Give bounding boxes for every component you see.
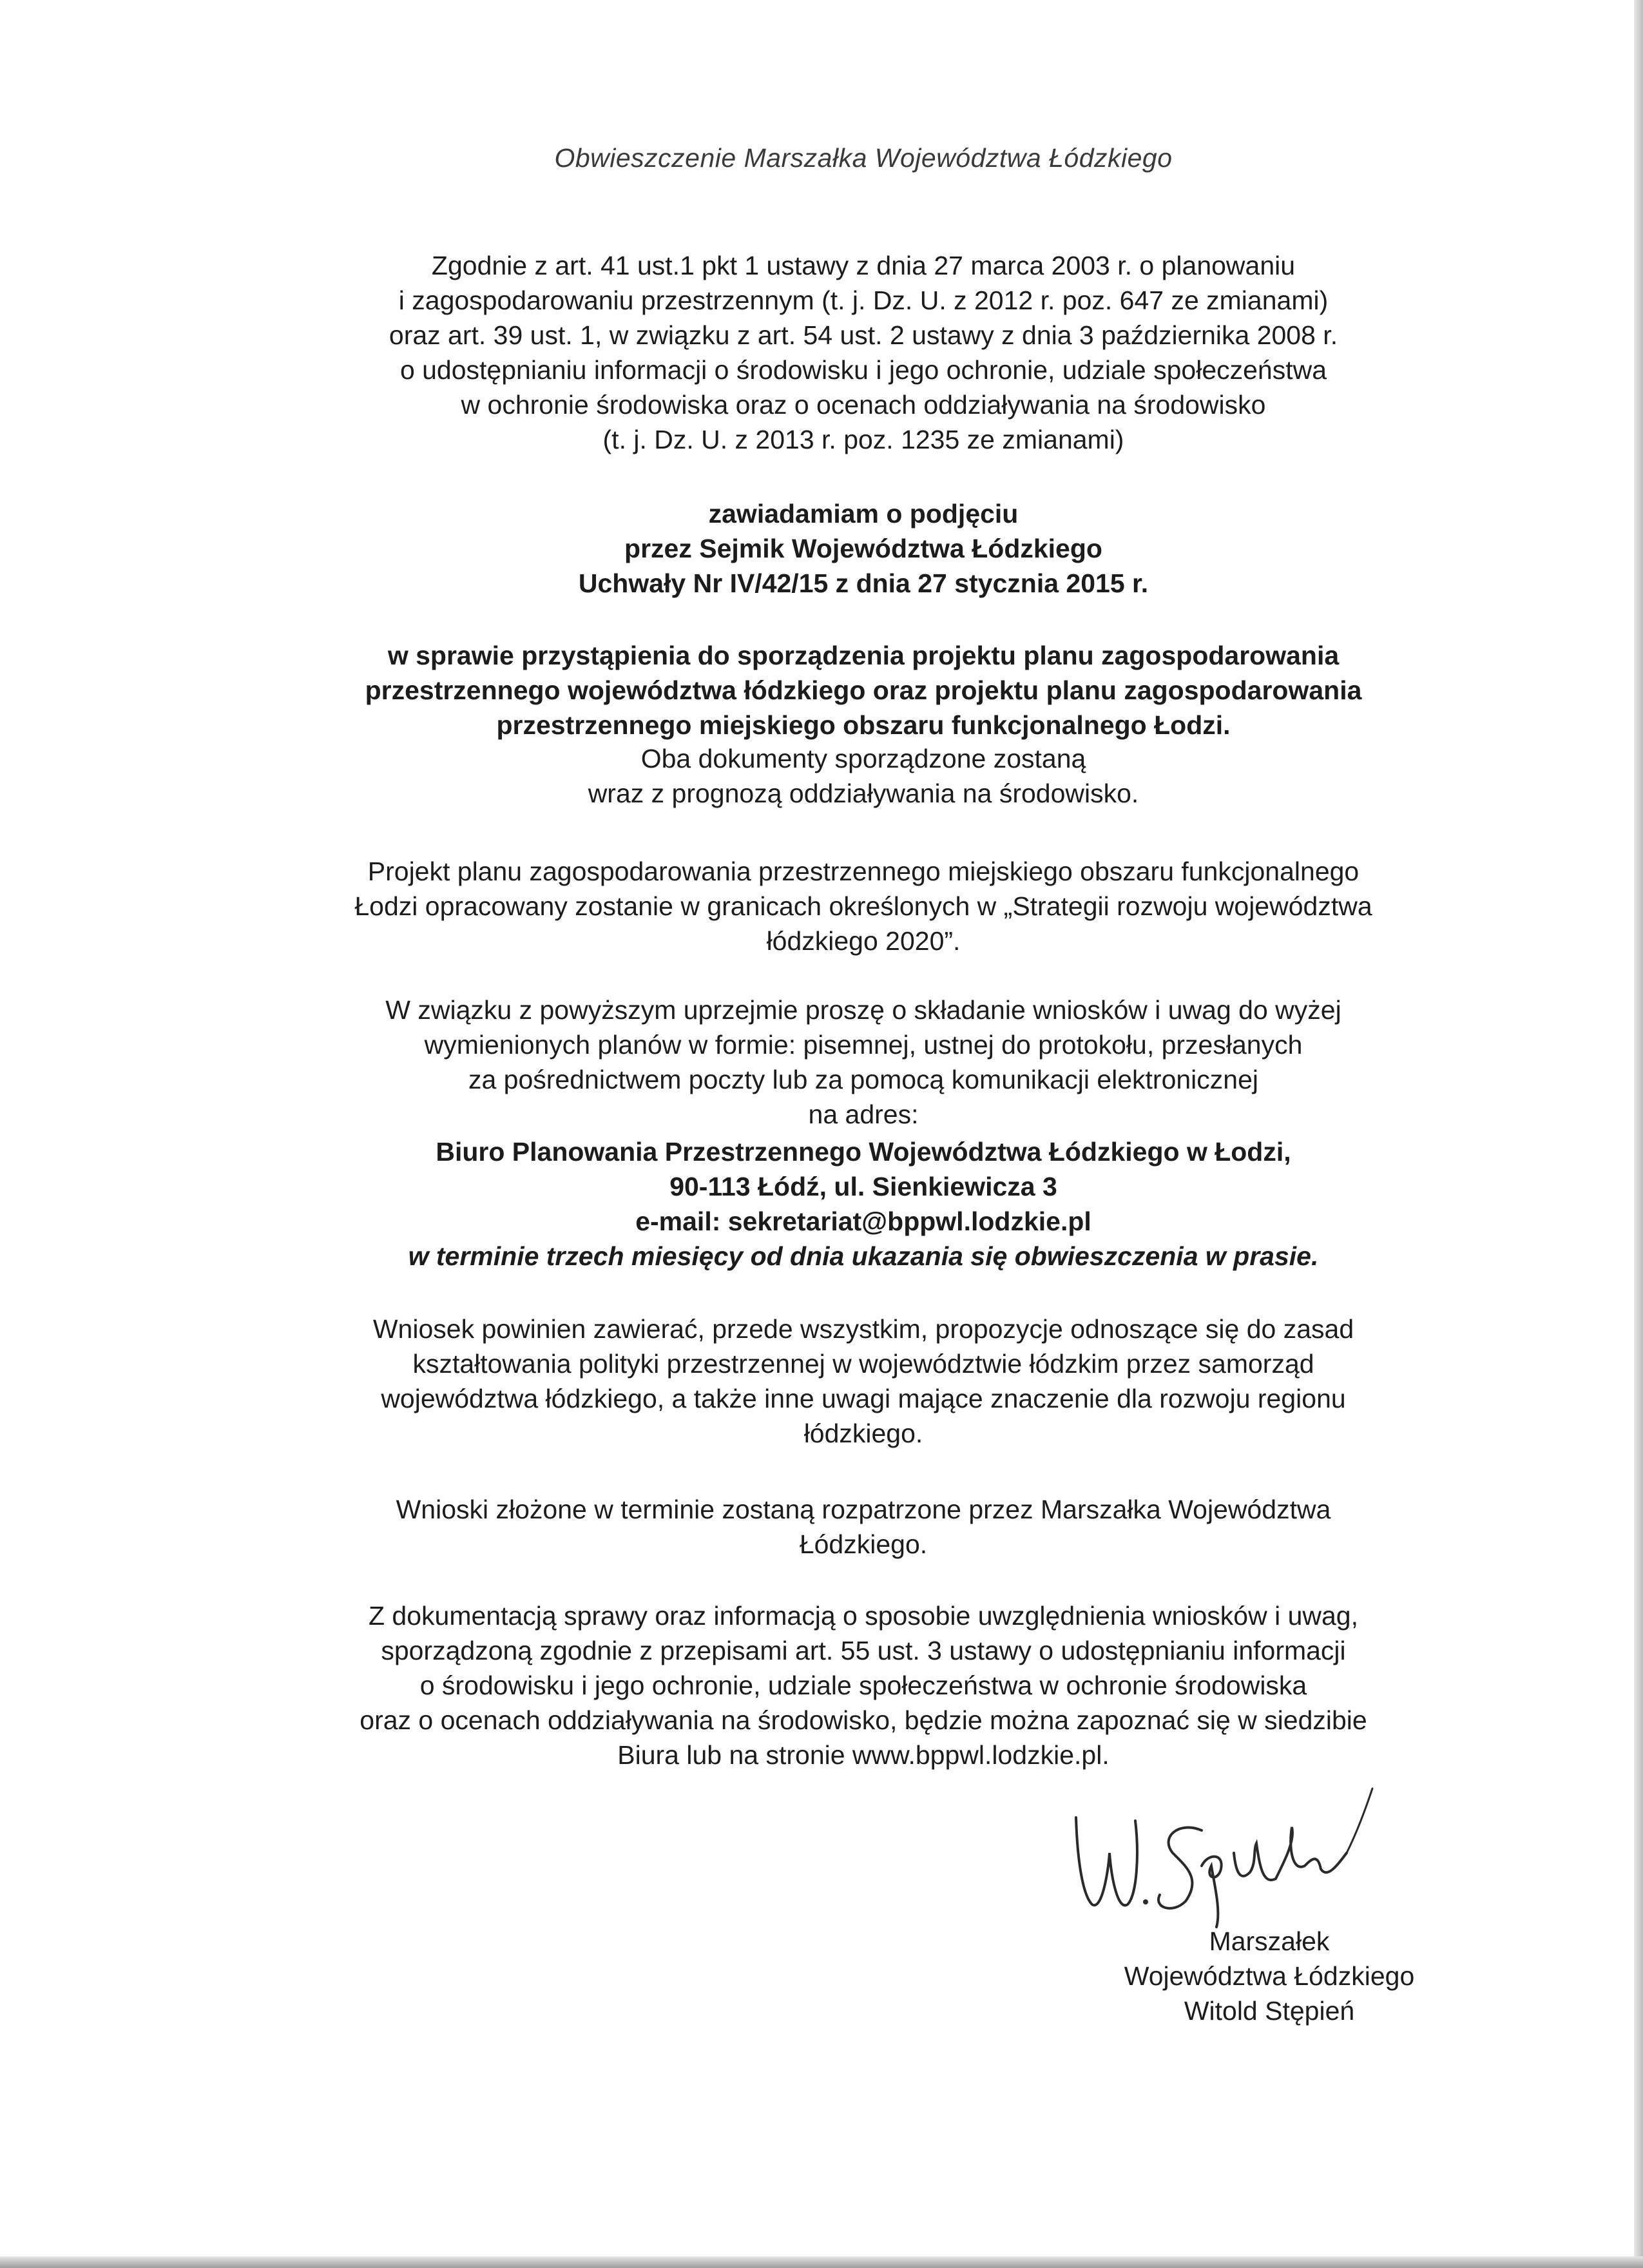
legal-basis-line: i zagospodarowaniu przestrzennym (t. j. Dz. U. z 2012 r. poz. 647 ze zmianami)	[398, 286, 1329, 315]
signoff-region: Województwa Łódzkiego	[1124, 1961, 1415, 1991]
scan-bottom-shadow	[0, 2256, 1643, 2268]
signoff-name: Witold Stępień	[1184, 1996, 1355, 2026]
request-line: W związku z powyższym uprzejmie proszę o składanie wniosków i uwag do wyżej	[385, 995, 1341, 1025]
request-line: za pośrednictwem poczty lub za pomocą komunikacji elektronicznej	[468, 1065, 1259, 1094]
notification-paragraph	[168, 496, 1559, 601]
documentation-line: o środowisku i jego ochronie, udziale społeczeństwa w ochronie środowiska	[419, 1671, 1307, 1700]
deadline-text: w terminie trzech miesięcy od dnia ukazania się obwieszczenia w prasie.	[408, 1241, 1319, 1271]
documentation-paragraph	[168, 1598, 1559, 1772]
documentation-line: oraz o ocenach oddziaływania na środowisko, będzie można zapoznać się w siedzibie	[360, 1705, 1367, 1735]
subject-line: przestrzennego miejskiego obszaru funkcjonalnego Łodzi.	[496, 710, 1231, 740]
signoff-role: Marszałek	[1209, 1926, 1330, 1956]
legal-basis-line: oraz art. 39 ust. 1, w związku z art. 54 ust. 2 ustawy z dnia 3 października 2008 r.	[389, 320, 1338, 350]
content-requirements-line: łódzkiego.	[803, 1419, 923, 1448]
subject-line: w sprawie przystąpienia do sporządzenia projektu planu zagospodarowania	[387, 641, 1340, 670]
notification-line: zawiadamiam o podjęciu	[708, 499, 1019, 528]
document-title: Obwieszczenie Marszałka Województwa Łódzkiego	[554, 143, 1173, 173]
content-requirements-line: kształtowania polityki przestrzennej w województwie łódzkim przez samorząd	[412, 1349, 1314, 1379]
note-line: wraz z prognozą oddziaływania na środowisko.	[588, 779, 1139, 808]
subject-paragraph	[168, 638, 1559, 742]
subject-line: przestrzennego województwa łódzkiego oraz projektu planu zagospodarowania	[365, 675, 1362, 705]
address-block	[168, 1134, 1559, 1274]
scope-line: Łodzi opracowany zostanie w granicach określonych w „Strategii rozwoju województwa	[354, 891, 1372, 921]
scope-line: łódzkiego 2020”.	[766, 926, 961, 956]
documentation-line: Biura lub na stronie www.bppwl.lodzkie.pl.	[617, 1740, 1110, 1770]
note-line: Oba dokumenty sporządzone zostaną	[640, 744, 1086, 773]
legal-basis-line: w ochronie środowiska oraz o ocenach oddziaływania na środowisko	[461, 390, 1266, 420]
content-requirements-line: województwa łódzkiego, a także inne uwagi mające znaczenie dla rozwoju regionu	[381, 1384, 1346, 1413]
processing-paragraph	[168, 1492, 1559, 1562]
scope-paragraph	[168, 854, 1559, 958]
signature-icon	[1063, 1782, 1385, 1937]
note-paragraph	[168, 741, 1559, 811]
processing-line: Łódzkiego.	[799, 1529, 928, 1559]
legal-basis-line: (t. j. Dz. U. z 2013 r. poz. 1235 ze zmianami)	[602, 425, 1124, 454]
signoff-block	[1044, 1924, 1495, 2028]
documentation-line: Z dokumentacją sprawy oraz informacją o sposobie uwzględnienia wniosków i uwag,	[369, 1601, 1358, 1631]
request-line: wymienionych planów w formie: pisemnej, ustnej do protokołu, przesłanych	[424, 1030, 1303, 1060]
notification-line: Uchwały Nr IV/42/15 z dnia 27 stycznia 2015 r.	[578, 568, 1149, 598]
documentation-line: sporządzoną zgodnie z przepisami art. 55 ust. 3 ustawy o udostępnianiu informacji	[381, 1636, 1346, 1665]
legal-basis-paragraph	[168, 248, 1559, 457]
request-line: na adres:	[808, 1100, 919, 1129]
office-name: Biuro Planowania Przestrzennego Województwa Łódzkiego w Łodzi,	[436, 1137, 1291, 1167]
scan-edge-shadow	[1634, 0, 1643, 2268]
request-paragraph	[168, 993, 1559, 1132]
scope-line: Projekt planu zagospodarowania przestrzennego miejskiego obszaru funkcjonalnego	[367, 857, 1360, 886]
processing-line: Wnioski złożone w terminie zostaną rozpatrzone przez Marszałka Województwa	[396, 1495, 1331, 1524]
content-requirements-paragraph	[168, 1312, 1559, 1451]
legal-basis-line: Zgodnie z art. 41 ust.1 pkt 1 ustawy z dnia 27 marca 2003 r. o planowaniu	[431, 251, 1296, 280]
handwritten-signature	[1063, 1782, 1385, 1937]
content-requirements-line: Wniosek powinien zawierać, przede wszystkim, propozycje odnoszące się do zasad	[372, 1314, 1354, 1344]
legal-basis-line: o udostępnianiu informacji o środowisku i jego ochronie, udziale społeczeństwa	[399, 355, 1327, 385]
email-address: e-mail: sekretariat@bppwl.lodzkie.pl	[635, 1207, 1091, 1236]
street-address: 90-113 Łódź, ul. Sienkiewicza 3	[669, 1172, 1057, 1201]
notification-line: przez Sejmik Województwa Łódzkiego	[624, 534, 1102, 563]
